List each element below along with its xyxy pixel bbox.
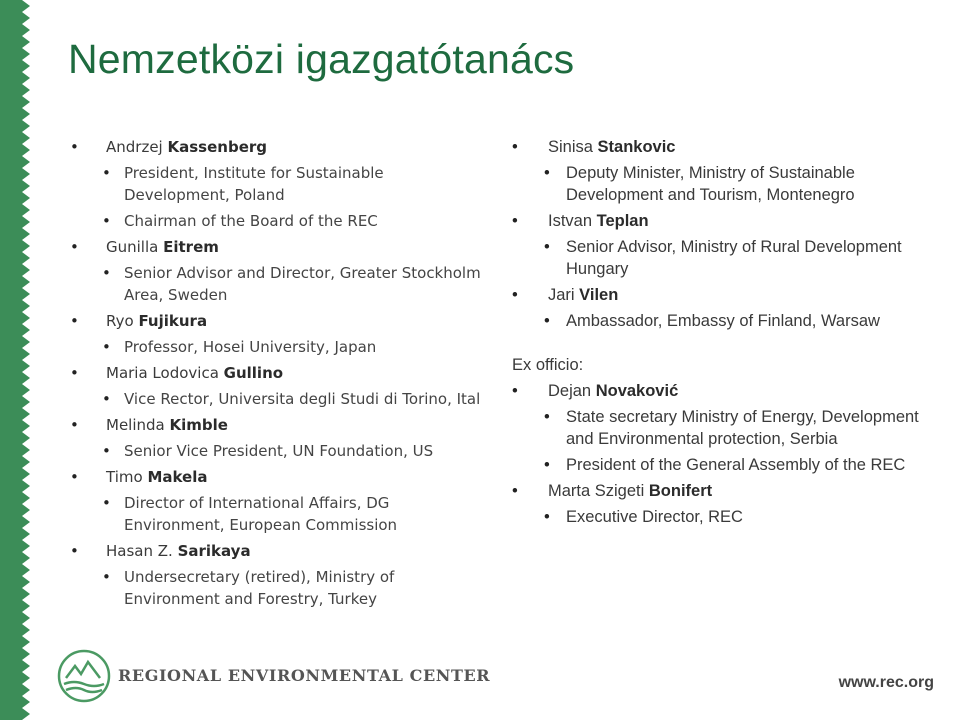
member-roles — [70, 262, 490, 306]
member-first-name: Gunilla — [106, 238, 164, 256]
member-last-name: Novaković — [595, 382, 679, 400]
member-role: • Senior Vice President, UN Foundation, US — [70, 440, 490, 462]
member-role: • Undersecretary (retired), Ministry of Environment and Forestry, Turkey — [70, 566, 490, 610]
member-list — [512, 136, 942, 332]
member-roles — [512, 236, 942, 280]
member-role: • Senior Advisor and Director, Greater Stockholm Area, Sweden — [70, 262, 490, 306]
member-last-name: Makela — [147, 468, 208, 486]
member-roles — [70, 162, 490, 232]
member-first-name: Maria Lodovica — [106, 364, 224, 382]
member-first-name: Timo — [106, 468, 148, 486]
board-member — [70, 310, 490, 332]
member-roles — [512, 310, 942, 332]
board-member — [512, 480, 942, 502]
member-last-name: Bonifert — [648, 482, 713, 500]
member-last-name: Sarikaya — [177, 542, 251, 560]
member-roles — [512, 406, 942, 476]
board-member — [70, 136, 490, 158]
member-first-name: Marta Szigeti — [548, 482, 649, 500]
member-first-name: Sinisa — [548, 138, 598, 156]
board-member-entry — [70, 310, 490, 358]
board-member-entry — [70, 466, 490, 536]
board-member-entry — [512, 480, 942, 528]
board-member-entry — [512, 136, 942, 206]
board-member-entry — [70, 414, 490, 462]
board-member — [70, 236, 490, 258]
board-member-entry — [70, 136, 490, 232]
member-first-name: Dejan — [548, 382, 596, 400]
board-member — [70, 414, 490, 436]
member-roles — [70, 440, 490, 462]
member-last-name: Vilen — [579, 286, 619, 304]
board-member — [512, 380, 942, 402]
website-link[interactable]: www.rec.org — [838, 674, 934, 691]
organization-name: REGIONAL ENVIRONMENTAL CENTER — [118, 666, 491, 685]
member-role: • Deputy Minister, Ministry of Sustainable Development and Tourism, Montenegro — [512, 162, 942, 206]
board-member-entry — [512, 210, 942, 280]
member-roles — [70, 492, 490, 536]
board-member — [70, 540, 490, 562]
member-role: • Professor, Hosei University, Japan — [70, 336, 490, 358]
member-first-name: Andrzej — [106, 138, 168, 156]
board-member-entry — [512, 380, 942, 476]
member-last-name: Fujikura — [138, 312, 208, 330]
member-roles — [70, 566, 490, 610]
footer — [56, 648, 936, 708]
member-role: • Director of International Affairs, DG Environment, European Commission — [70, 492, 490, 536]
board-member — [512, 284, 942, 306]
member-roles — [70, 336, 490, 358]
member-role: • President of the General Assembly of the REC — [512, 454, 942, 476]
member-list — [70, 136, 490, 610]
board-member — [70, 466, 490, 488]
board-member-entry — [70, 540, 490, 610]
board-member-entry — [70, 236, 490, 306]
board-member — [512, 136, 942, 158]
member-last-name: Kimble — [169, 416, 228, 434]
member-last-name: Gullino — [223, 364, 284, 382]
ex-officio-list — [512, 380, 942, 528]
member-role: • Ambassador, Embassy of Finland, Warsaw — [512, 310, 942, 332]
member-last-name: Eitrem — [163, 238, 219, 256]
board-member-entry — [70, 362, 490, 410]
board-member — [512, 210, 942, 232]
decorative-border — [0, 0, 44, 720]
member-role: • Senior Advisor, Ministry of Rural Development Hungary — [512, 236, 942, 280]
member-first-name: Jari — [548, 286, 580, 304]
ex-officio-label: Ex officio: — [512, 356, 584, 374]
member-last-name: Teplan — [596, 212, 649, 230]
member-first-name: Ryo — [106, 312, 139, 330]
member-first-name: Istvan — [548, 212, 597, 230]
board-members-right — [512, 132, 942, 532]
board-member-entry — [512, 284, 942, 332]
board-members-left — [70, 132, 490, 614]
slide-title: Nemzetközi igazgatótanács — [68, 36, 575, 82]
member-role: • State secretary Ministry of Energy, Development and Environmental protection, Serbia — [512, 406, 942, 450]
member-last-name: Kassenberg — [167, 138, 267, 156]
board-member — [70, 362, 490, 384]
member-first-name: Melinda — [106, 416, 170, 434]
member-role: • Chairman of the Board of the REC — [70, 210, 490, 232]
member-roles — [70, 388, 490, 410]
member-roles — [512, 162, 942, 206]
member-first-name: Hasan Z. — [106, 542, 178, 560]
member-role: • Executive Director, REC — [512, 506, 942, 528]
member-role: • Vice Rector, Universita degli Studi di Torino, Ital — [70, 388, 490, 410]
member-role: • President, Institute for Sustainable Development, Poland — [70, 162, 490, 206]
member-last-name: Stankovic — [597, 138, 676, 156]
member-roles — [512, 506, 942, 528]
rec-logo-icon — [56, 648, 112, 704]
